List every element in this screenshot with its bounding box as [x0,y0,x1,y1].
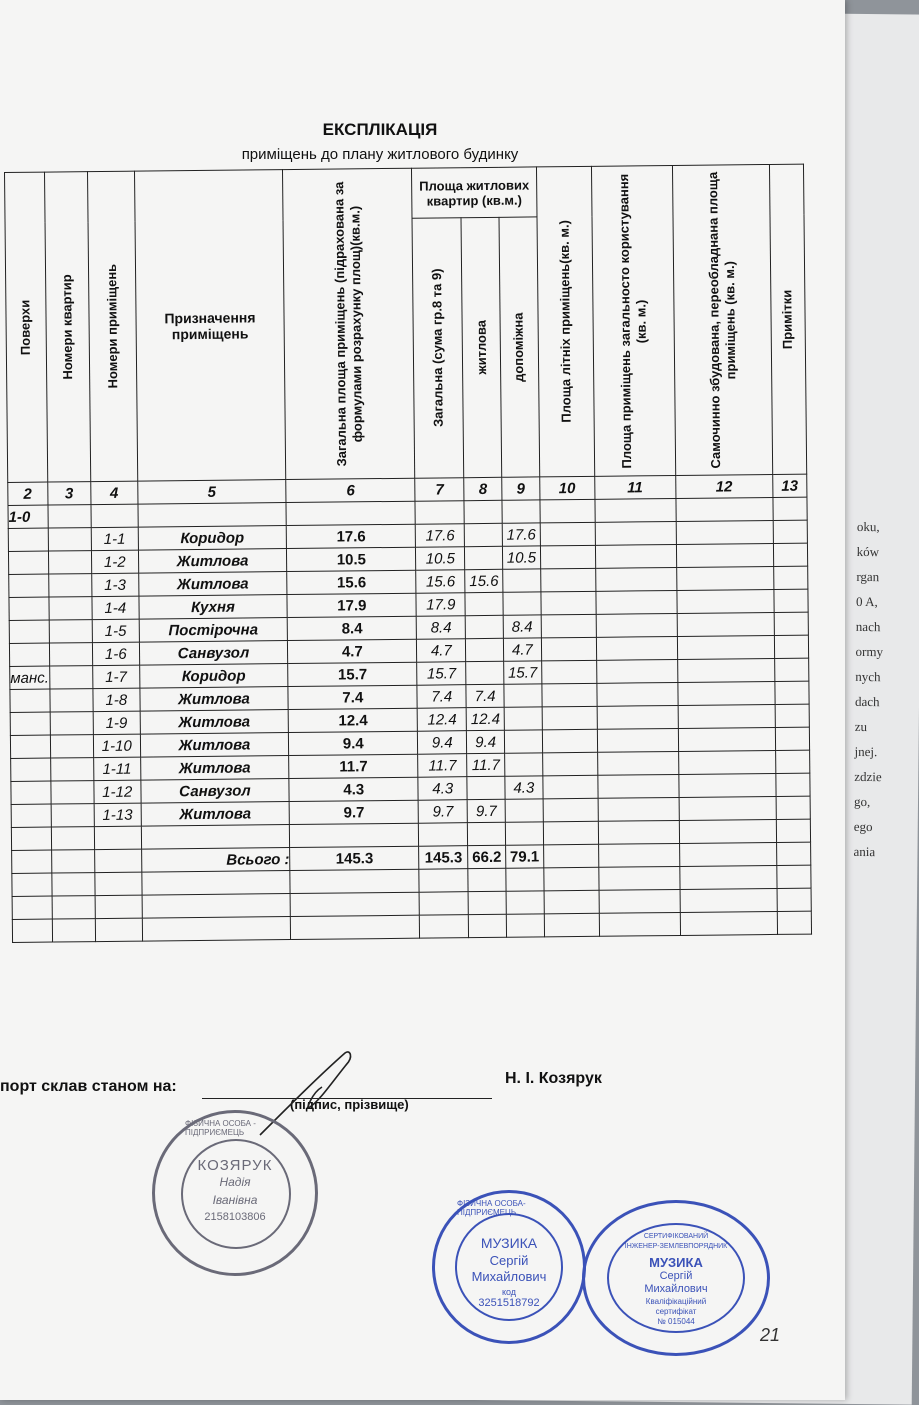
selfbuilt-cell [678,727,775,751]
room-total-area: 4.7 [288,639,417,663]
notes-cell [773,543,808,566]
room-aux: 4.7 [503,638,541,661]
summer-cell [543,798,598,822]
room-aux: 4.3 [505,776,543,799]
common-cell [598,774,679,798]
notes-cell [775,727,810,750]
floor-cell [10,712,50,735]
column-number: 13 [772,474,807,497]
back-text-line: nach [855,618,881,635]
common-cell [597,751,678,775]
document-title: ЕКСПЛІКАЦІЯ [322,120,438,139]
room-living: 15.6 [465,569,503,592]
signature-caption: (підпис, прізвище) [290,1097,409,1112]
room-purpose: Житлова [141,802,290,827]
apt-cell [50,712,94,735]
room-living-total: 17.9 [416,593,465,617]
room-number: 1-5 [92,619,139,642]
selfbuilt-cell [676,520,773,544]
common-cell [595,567,676,591]
floor-cell [9,643,49,666]
back-page-text [853,514,919,865]
document-subtitle: приміщень до плану житлового будинку [241,146,519,163]
stamp-muzyka: ФІЗИЧНА ОСОБА-ПІДПРИЄМЕЦЬ МУЗИКА Сергій Михайлович код 3251518792 [432,1190,586,1344]
selfbuilt-cell [677,658,774,682]
header-apt: Номери квартир [44,172,91,482]
common-cell [596,659,677,683]
header-notes: Примітки [769,164,807,474]
header-purpose: Призначення приміщень [134,170,286,482]
room-purpose: Санвузол [140,779,289,804]
room-living: 11.7 [467,753,505,776]
common-cell [596,636,677,660]
room-living: 7.4 [466,684,504,707]
apt-cell [49,597,93,620]
floor-cell [9,597,49,620]
apt-cell [49,643,93,666]
floor-cell [11,758,51,781]
room-purpose: Житлова [139,687,288,712]
room-living-total: 4.3 [418,777,467,801]
back-text-line: zdzie [854,768,882,785]
summer-cell [542,683,597,707]
common-cell [595,521,676,545]
room-living: 9.4 [467,730,505,753]
page-mark: 21 [760,1325,781,1345]
room-living-total: 12.4 [417,708,466,732]
floor-cell [11,781,51,804]
header-selfbuilt: Самочинно збудована, переобладнана площа приміщень (кв. м.) [672,164,772,475]
summer-cell [542,752,597,776]
floor-cell [8,528,48,551]
header-living: житлова [461,217,501,477]
header-room-no: Номери приміщень [87,171,137,481]
floor-cell: манс. [10,666,50,689]
room-purpose: Житлова [138,549,287,574]
apt-cell [50,735,94,758]
room-aux [504,707,542,730]
room-total-area: 7.4 [288,685,417,709]
floor-cell [10,735,50,758]
summer-cell [543,775,598,799]
room-purpose: Коридор [138,526,287,551]
summer-cell [541,614,596,638]
room-living: 12.4 [466,707,504,730]
room-purpose: Кухня [138,595,287,620]
room-number: 1-8 [93,688,140,711]
notes-cell [773,566,808,589]
notes-cell [775,681,810,704]
column-number: 7 [415,478,464,502]
total-area: 145.3 [290,846,419,870]
back-text-line: oku, [856,518,880,535]
common-cell [598,797,679,821]
apt-cell [51,804,95,827]
selfbuilt-cell [677,589,774,613]
apt-cell [49,689,93,712]
floor-label: 1-0 [8,505,48,528]
room-purpose: Житлова [138,572,287,597]
room-total-area: 15.7 [288,662,417,686]
summer-cell [540,568,595,592]
floor-cell [9,574,49,597]
summer-cell [540,522,595,546]
total-aux: 79.1 [506,845,544,868]
selfbuilt-cell [678,704,775,728]
room-total-area: 17.9 [287,593,416,617]
notes-cell [774,612,809,635]
back-text-line: nych [855,668,881,685]
selfbuilt-cell [678,750,775,774]
apt-cell [50,758,94,781]
header-common: Площа приміщень загальносто користування (кв. м.) [591,166,675,477]
room-total-area: 11.7 [289,754,418,778]
back-text-line: 0 A, [856,593,878,610]
room-living [466,638,504,661]
room-number: 1-4 [92,596,139,619]
room-living [465,546,503,569]
header-living-group: Площа житлових квартир (кв.м.) [412,167,537,218]
column-number: 6 [286,478,415,502]
room-total-area: 17.6 [287,524,416,548]
back-text-line: jnej. [854,743,878,760]
summer-cell [541,637,596,661]
room-total-area: 12.4 [288,708,417,732]
room-living-total: 9.7 [418,800,467,824]
common-cell [597,705,678,729]
room-living-total: 15.7 [417,662,466,686]
footer-name: Н. І. Козярук [505,1070,602,1087]
stamp-certified-engineer: СЕРТИФІКОВАНИЙ ІНЖЕНЕР-ЗЕМЛЕВПОРЯДНИК МУЗИКА Сергій Михайлович Кваліфікаційний сертифікат № 015044 [582,1200,770,1356]
room-total-area: 8.4 [287,616,416,640]
room-aux [504,730,542,753]
room-aux [505,799,543,822]
column-number: 3 [47,482,91,505]
explication-table [4,164,812,943]
room-living-total: 7.4 [417,685,466,709]
column-number: 4 [91,481,138,504]
column-number: 2 [8,482,48,505]
room-aux [503,592,541,615]
notes-cell [774,589,809,612]
room-number: 1-3 [92,573,139,596]
back-text-line: dach [854,693,880,710]
total-living-sum: 145.3 [419,846,468,870]
room-total-area: 15.6 [287,570,416,594]
total-label: Всього : [141,848,290,873]
back-text-line: ania [853,843,876,860]
back-text-line: rgan [856,568,880,585]
notes-cell [776,773,811,796]
header-summer: Площа літніх приміщень(кв. м.) [536,166,594,477]
summer-cell [541,591,596,615]
notes-cell [774,635,809,658]
apt-cell [50,781,94,804]
selfbuilt-cell [676,543,773,567]
back-text-line: ego [853,818,873,835]
room-aux [504,684,542,707]
room-purpose: Коридор [139,664,288,689]
room-total-area: 4.3 [289,777,418,801]
summer-cell [542,706,597,730]
floor-cell [8,551,48,574]
room-number: 1-7 [93,665,140,688]
header-floor: Поверхи [5,172,48,482]
room-living-total: 17.6 [416,524,465,548]
notes-cell [776,796,811,819]
back-text-line: ormy [855,643,884,660]
room-living-total: 10.5 [416,547,465,571]
common-cell [596,613,677,637]
room-total-area: 9.4 [289,731,418,755]
floor-cell [11,804,51,827]
selfbuilt-cell [678,681,775,705]
column-number: 8 [464,477,502,500]
summer-cell [542,729,597,753]
header-living-total: Загальна (сума гр.8 та 9) [412,218,464,478]
room-living-total: 9.4 [418,731,467,755]
room-aux: 17.6 [502,523,540,546]
notes-cell [775,704,810,727]
total-living: 66.2 [468,845,506,868]
room-aux: 8.4 [503,615,541,638]
room-total-area: 9.7 [289,800,418,824]
room-number: 1-13 [94,803,141,826]
room-purpose: Житлова [140,756,289,781]
summer-cell [541,660,596,684]
apt-cell [48,551,92,574]
common-cell [597,728,678,752]
apt-cell [49,620,93,643]
room-aux [503,569,541,592]
notes-cell [773,520,808,543]
floor-cell [10,689,50,712]
room-aux: 10.5 [502,546,540,569]
room-living [467,776,505,799]
common-cell [595,544,676,568]
room-total-area: 10.5 [287,547,416,571]
room-living-total: 11.7 [418,754,467,778]
notes-cell [774,658,809,681]
room-purpose: Постірочна [139,618,288,643]
selfbuilt-cell [679,773,776,797]
apt-cell [49,666,93,689]
room-number: 1-1 [91,527,138,550]
room-aux [505,753,543,776]
room-living-total: 4.7 [417,639,466,663]
room-purpose: Житлова [140,733,289,758]
column-number: 12 [675,474,772,498]
room-number: 1-2 [91,550,138,573]
column-number: 10 [539,476,594,500]
room-living: 9.7 [467,799,505,822]
back-text-line: ków [856,543,880,560]
room-living-total: 15.6 [416,570,465,594]
room-purpose: Житлова [140,710,289,735]
selfbuilt-cell [677,635,774,659]
apt-cell [48,574,92,597]
back-text-line: go, [853,793,871,810]
back-text-line: zu [854,718,868,735]
common-cell [596,590,677,614]
floor-cell [9,620,49,643]
room-number: 1-6 [92,642,139,665]
room-living [466,661,504,684]
room-living-total: 8.4 [416,616,465,640]
notes-cell [775,750,810,773]
room-living [465,592,503,615]
apt-cell [48,528,92,551]
selfbuilt-cell [676,566,773,590]
footer-label: порт склав станом на: [0,1078,177,1095]
room-number: 1-9 [93,711,140,734]
column-number: 5 [137,480,286,505]
room-number: 1-10 [93,734,140,757]
room-living [465,523,503,546]
summer-cell [540,545,595,569]
header-total-area: Загальна площа приміщень (підрахована за формулами розрахунку площ)(кв.м.) [283,168,415,479]
selfbuilt-cell [679,796,776,820]
column-number: 9 [502,477,540,500]
room-purpose: Санвузол [139,641,288,666]
stamp-kozyaruk: ФІЗИЧНА ОСОБА - ПІДПРИЄМЕЦЬ КОЗЯРУК Надія Іванівна 2158103806 [152,1110,318,1276]
selfbuilt-cell [677,612,774,636]
room-number: 1-11 [94,757,141,780]
room-number: 1-12 [94,780,141,803]
room-living [465,615,503,638]
header-aux: допоміжна [499,217,539,477]
column-number: 11 [594,475,675,499]
room-aux: 15.7 [504,661,542,684]
common-cell [597,682,678,706]
